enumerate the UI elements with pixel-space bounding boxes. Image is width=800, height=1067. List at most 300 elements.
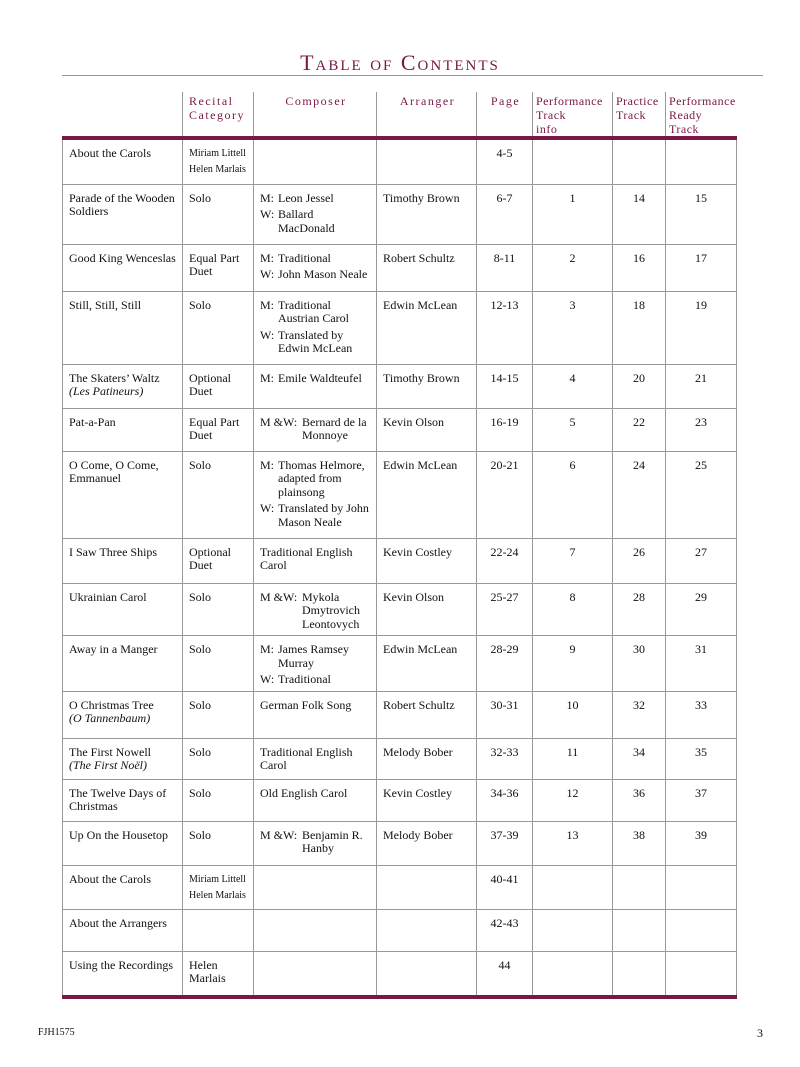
arranger-cell	[377, 821, 477, 865]
practice-track-number: 16	[633, 250, 645, 265]
arranger-name: Melody Bober	[383, 744, 453, 759]
composer-line	[260, 208, 372, 235]
title-cell	[63, 538, 183, 583]
performance-track-number: 3	[569, 297, 576, 312]
practice-track-cell	[613, 691, 666, 738]
table-row	[63, 865, 737, 909]
title-cell	[63, 184, 183, 244]
credit-prefix: W:	[260, 327, 275, 342]
arranger-cell	[377, 184, 477, 244]
credit-prefix: W:	[260, 207, 275, 221]
ready-track-cell	[666, 291, 737, 364]
page-range: 4-5	[496, 146, 513, 160]
credit-name: Thomas Helmore, adapted from plainsong	[278, 457, 365, 499]
composer-cell	[254, 951, 377, 997]
page-cell	[477, 821, 533, 865]
practice-track-cell	[613, 244, 666, 291]
header-arranger: Arranger	[377, 92, 477, 138]
ready-track-cell	[666, 636, 737, 692]
page-cell	[477, 364, 533, 408]
composer-cell	[254, 244, 377, 291]
category-cell	[183, 538, 254, 583]
selection-title: The Twelve Days of Christmas	[69, 785, 167, 813]
performance-track-cell	[533, 583, 613, 636]
page-cell	[477, 451, 533, 538]
performance-track-number: 2	[569, 250, 576, 265]
table-row	[63, 583, 737, 636]
performance-track-number: 8	[569, 589, 576, 604]
performance-track-cell	[533, 244, 613, 291]
category-cell	[183, 364, 254, 408]
practice-track-cell	[613, 451, 666, 538]
composer-line	[260, 673, 372, 687]
header-ready-line: Performance	[669, 94, 736, 108]
practice-track-cell	[613, 909, 666, 951]
category-text: Helen Marlais	[189, 164, 246, 175]
page-cell	[477, 738, 533, 779]
ready-track-number: 37	[695, 785, 707, 800]
page-number: 3	[757, 1026, 763, 1040]
page-cell	[477, 291, 533, 364]
practice-track-number: 30	[633, 642, 645, 656]
composer-cell	[254, 636, 377, 692]
table-row	[63, 364, 737, 408]
practice-track-cell	[613, 364, 666, 408]
page-range: 25-27	[490, 589, 519, 604]
header-recital-category	[183, 92, 254, 138]
title-cell	[63, 779, 183, 821]
selection-title: About the Carols	[69, 871, 151, 886]
arranger-name: Edwin McLean	[383, 642, 458, 656]
arranger-cell	[377, 244, 477, 291]
performance-track-cell	[533, 291, 613, 364]
category-text: Solo	[189, 827, 212, 842]
credit-name: Traditional	[278, 672, 331, 686]
credit-prefix: M:	[260, 190, 275, 205]
practice-track-cell	[613, 184, 666, 244]
composer-line	[260, 299, 372, 326]
category-text: Helen Marlais	[189, 889, 246, 901]
performance-track-number: 6	[569, 457, 576, 472]
composer-cell	[254, 738, 377, 779]
credit-prefix: M:	[260, 250, 275, 265]
header-page: Page	[477, 92, 533, 138]
credit-prefix: W:	[260, 267, 275, 281]
table-row	[63, 184, 737, 244]
table-row	[63, 408, 737, 451]
performance-track-number: 12	[566, 785, 579, 800]
credit-prefix: M &W:	[260, 414, 298, 429]
page-cell	[477, 244, 533, 291]
category-cell	[183, 909, 254, 951]
practice-track-cell	[613, 865, 666, 909]
page-title: Table of Contents	[300, 50, 500, 75]
category-cell	[183, 291, 254, 364]
composer-line	[260, 192, 372, 206]
page-range: 32-33	[490, 744, 519, 759]
composer-cell	[254, 779, 377, 821]
performance-track-number: 1	[569, 190, 576, 205]
table-row	[63, 636, 737, 692]
composer-cell	[254, 451, 377, 538]
selection-title: Away in a Manger	[69, 642, 158, 656]
arranger-name: Timothy Brown	[383, 190, 460, 205]
table-row	[63, 291, 737, 364]
page-range: 28-29	[490, 642, 519, 656]
page-range: 6-7	[496, 190, 513, 205]
selection-subtitle: (The First Noël)	[69, 758, 147, 772]
ready-track-number: 21	[695, 370, 707, 385]
title-cell	[63, 738, 183, 779]
ready-track-number: 23	[695, 414, 707, 429]
credit-name: Leon Jessel	[278, 190, 334, 205]
practice-track-number: 34	[633, 744, 645, 759]
credit-name: Bernard de la Monnoye	[302, 414, 367, 442]
page-range: 8-11	[493, 250, 516, 265]
title-cell	[63, 636, 183, 692]
performance-track-number: 13	[566, 827, 579, 842]
practice-track-number: 18	[633, 297, 645, 312]
performance-track-cell	[533, 865, 613, 909]
table-row	[63, 538, 737, 583]
page-range: 20-21	[490, 457, 519, 472]
header-practice-line: Track	[616, 108, 647, 122]
arranger-cell	[377, 291, 477, 364]
category-cell	[183, 451, 254, 538]
page-range: 22-24	[490, 544, 519, 559]
ready-track-cell	[666, 691, 737, 738]
credit-name: James Ramsey Murray	[278, 642, 349, 670]
table-row	[63, 821, 737, 865]
ready-track-number: 19	[695, 297, 707, 312]
title-rule	[62, 75, 763, 76]
practice-track-number: 20	[633, 370, 645, 385]
arranger-cell	[377, 538, 477, 583]
practice-track-cell	[613, 138, 666, 184]
performance-track-cell	[533, 951, 613, 997]
category-text: Solo	[189, 297, 212, 312]
practice-track-cell	[613, 291, 666, 364]
ready-track-number: 25	[695, 457, 707, 472]
category-cell	[183, 636, 254, 692]
ready-track-cell	[666, 865, 737, 909]
header-ready-line: Track	[669, 122, 700, 136]
arranger-cell	[377, 909, 477, 951]
arranger-cell	[377, 138, 477, 184]
selection-title: O Christmas Tree	[69, 697, 154, 712]
category-text: Solo	[189, 744, 212, 759]
composer-cell	[254, 184, 377, 244]
performance-track-cell	[533, 909, 613, 951]
title-cell	[63, 244, 183, 291]
arranger-cell	[377, 583, 477, 636]
ready-track-cell	[666, 909, 737, 951]
credit-name: German Folk Song	[260, 697, 352, 712]
header-perf-line: Track	[536, 108, 567, 122]
credit-prefix: W:	[260, 672, 275, 686]
composer-line	[260, 591, 372, 632]
selection-subtitle: (O Tannenbaum)	[69, 711, 151, 725]
performance-track-cell	[533, 451, 613, 538]
arranger-name: Kevin Costley	[383, 785, 452, 800]
arranger-cell	[377, 451, 477, 538]
page-range: 14-15	[490, 370, 519, 385]
ready-track-number: 15	[695, 190, 707, 205]
page-cell	[477, 184, 533, 244]
category-text: Solo	[189, 642, 212, 656]
practice-track-cell	[613, 408, 666, 451]
page-cell	[477, 691, 533, 738]
contents-table	[62, 92, 737, 999]
credit-name: John Mason Neale	[278, 267, 368, 281]
title-cell	[63, 951, 183, 997]
credit-name: Mykola Dmytrovich Leontovych	[302, 589, 360, 631]
table-row	[63, 951, 737, 997]
selection-title: Still, Still, Still	[69, 297, 142, 312]
selection-title: About the Carols	[69, 146, 151, 160]
performance-track-cell	[533, 184, 613, 244]
title-cell	[63, 408, 183, 451]
performance-track-cell	[533, 636, 613, 692]
practice-track-cell	[613, 821, 666, 865]
performance-track-cell	[533, 138, 613, 184]
arranger-name: Robert Schultz	[383, 697, 455, 712]
header-title	[63, 92, 183, 138]
ready-track-number: 39	[695, 827, 707, 842]
header-composer: Composer	[254, 92, 377, 138]
arranger-cell	[377, 951, 477, 997]
table-row	[63, 244, 737, 291]
ready-track-number: 35	[695, 744, 707, 759]
composer-cell	[254, 821, 377, 865]
page-range: 40-41	[490, 871, 519, 886]
credit-prefix: M:	[260, 370, 275, 385]
category-cell	[183, 738, 254, 779]
composer-line	[260, 502, 372, 529]
category-text: Solo	[189, 589, 212, 604]
table-row	[63, 909, 737, 951]
composer-line	[260, 643, 372, 670]
table-header	[63, 92, 737, 138]
selection-subtitle: (Les Patineurs)	[69, 384, 144, 398]
composer-line	[260, 787, 372, 801]
category-cell	[183, 184, 254, 244]
credit-name: Traditional English Carol	[260, 544, 353, 572]
ready-track-cell	[666, 951, 737, 997]
composer-line	[260, 252, 372, 266]
practice-track-cell	[613, 538, 666, 583]
practice-track-cell	[613, 779, 666, 821]
credit-name: Benjamin R. Hanby	[302, 827, 363, 855]
arranger-name: Edwin McLean	[383, 457, 458, 472]
title-cell	[63, 583, 183, 636]
table-row	[63, 451, 737, 538]
composer-line	[260, 746, 372, 773]
ready-track-cell	[666, 184, 737, 244]
arranger-name: Robert Schultz	[383, 250, 455, 265]
table-row	[63, 738, 737, 779]
category-cell	[183, 821, 254, 865]
category-text: Helen Marlais	[189, 957, 226, 985]
title-cell	[63, 138, 183, 184]
composer-line	[260, 829, 372, 856]
ready-track-cell	[666, 779, 737, 821]
practice-track-cell	[613, 636, 666, 692]
header-perf-line: info	[536, 122, 558, 136]
practice-track-number: 22	[633, 414, 645, 429]
arranger-name: Kevin Costley	[383, 544, 452, 559]
title-cell	[63, 451, 183, 538]
credit-name: Old English Carol	[260, 785, 348, 800]
performance-track-cell	[533, 408, 613, 451]
composer-line	[260, 546, 372, 573]
credit-name: Ballard MacDonald	[278, 207, 335, 235]
product-code: FJH1575	[38, 1027, 75, 1038]
category-cell	[183, 408, 254, 451]
page-range: 30-31	[490, 697, 519, 712]
composer-line	[260, 268, 372, 282]
page-cell	[477, 636, 533, 692]
credit-prefix: M:	[260, 642, 275, 656]
page-range: 44	[498, 957, 511, 972]
practice-track-number: 32	[633, 697, 645, 712]
performance-track-number: 9	[569, 642, 576, 656]
title-cell	[63, 291, 183, 364]
page-range: 42-43	[490, 915, 519, 930]
title-cell	[63, 909, 183, 951]
composer-cell	[254, 691, 377, 738]
selection-title: I Saw Three Ships	[69, 544, 158, 559]
performance-track-cell	[533, 364, 613, 408]
header-recital-category-line: Recital	[189, 94, 234, 108]
ready-track-cell	[666, 738, 737, 779]
page-cell	[477, 583, 533, 636]
title-cell	[63, 364, 183, 408]
performance-track-cell	[533, 691, 613, 738]
arranger-name: Edwin McLean	[383, 297, 458, 312]
header-performance-ready-track	[666, 92, 737, 138]
arranger-name: Melody Bober	[383, 827, 453, 842]
credit-name: Translated by John Mason Neale	[278, 501, 369, 529]
performance-track-number: 11	[566, 744, 579, 759]
practice-track-number: 26	[633, 544, 645, 559]
practice-track-number: 36	[633, 785, 645, 800]
performance-track-number: 10	[566, 697, 579, 712]
arranger-cell	[377, 691, 477, 738]
ready-track-number: 17	[695, 250, 707, 265]
page-cell	[477, 138, 533, 184]
composer-line	[260, 416, 372, 443]
arranger-name: Kevin Olson	[383, 589, 444, 604]
category-text: Equal Part Duet	[189, 250, 240, 278]
arranger-cell	[377, 636, 477, 692]
category-text: Solo	[189, 697, 212, 712]
performance-track-number: 7	[569, 544, 576, 559]
composer-cell	[254, 291, 377, 364]
ready-track-cell	[666, 451, 737, 538]
ready-track-cell	[666, 583, 737, 636]
category-text: Miriam Littell	[189, 148, 246, 159]
table-body	[63, 138, 737, 997]
selection-title: Ukrainian Carol	[69, 589, 147, 604]
ready-track-cell	[666, 364, 737, 408]
ready-track-number: 27	[695, 544, 707, 559]
arranger-cell	[377, 865, 477, 909]
page-range: 16-19	[490, 414, 519, 429]
category-text: Equal Part Duet	[189, 414, 240, 442]
header-perf-line: Performance	[536, 94, 603, 108]
selection-title: About the Arrangers	[69, 915, 167, 930]
category-cell	[183, 951, 254, 997]
arranger-name: Timothy Brown	[383, 370, 460, 385]
selection-title: Parade of the Wooden Soldiers	[69, 190, 175, 218]
selection-title: The Skaters’ Waltz	[69, 370, 160, 385]
header-recital-category-line: Category	[189, 108, 245, 122]
category-text: Optional Duet	[189, 370, 231, 398]
practice-track-number: 24	[633, 457, 645, 472]
composer-cell	[254, 138, 377, 184]
header-practice-line: Practice	[616, 94, 659, 108]
performance-track-cell	[533, 821, 613, 865]
table-row	[63, 138, 737, 184]
category-cell	[183, 138, 254, 184]
performance-track-cell	[533, 738, 613, 779]
composer-cell	[254, 909, 377, 951]
ready-track-cell	[666, 821, 737, 865]
category-cell	[183, 865, 254, 909]
credit-prefix: M &W:	[260, 589, 298, 604]
composer-cell	[254, 583, 377, 636]
ready-track-number: 33	[695, 697, 707, 712]
header-performance-track-info	[533, 92, 613, 138]
practice-track-cell	[613, 951, 666, 997]
page-range: 37-39	[490, 827, 519, 842]
selection-title: Pat-a-Pan	[69, 414, 116, 429]
credit-prefix: M:	[260, 457, 275, 472]
ready-track-number: 29	[695, 589, 707, 604]
page-range: 34-36	[490, 785, 519, 800]
header-row	[63, 92, 737, 138]
page-range: 12-13	[490, 297, 519, 312]
composer-cell	[254, 865, 377, 909]
composer-line	[260, 459, 372, 500]
practice-track-number: 38	[633, 827, 645, 842]
header-ready-line: Ready	[669, 108, 703, 122]
composer-cell	[254, 408, 377, 451]
ready-track-number: 31	[695, 642, 707, 656]
table-row	[63, 779, 737, 821]
performance-track-number: 4	[569, 370, 576, 385]
category-text: Solo	[189, 457, 212, 472]
page-title-wrap	[0, 50, 800, 76]
selection-title: Good King Wenceslas	[69, 250, 176, 265]
title-cell	[63, 691, 183, 738]
page-cell	[477, 865, 533, 909]
ready-track-cell	[666, 538, 737, 583]
composer-line	[260, 329, 372, 356]
selection-title: Up On the Housetop	[69, 827, 168, 842]
page-cell	[477, 909, 533, 951]
arranger-name: Kevin Olson	[383, 414, 444, 429]
category-text: Solo	[189, 785, 212, 800]
composer-line	[260, 372, 372, 386]
category-cell	[183, 244, 254, 291]
credit-name: Emile Waldteufel	[278, 370, 362, 385]
credit-prefix: W:	[260, 501, 275, 515]
page-cell	[477, 538, 533, 583]
page-cell	[477, 779, 533, 821]
practice-track-number: 28	[633, 589, 645, 604]
